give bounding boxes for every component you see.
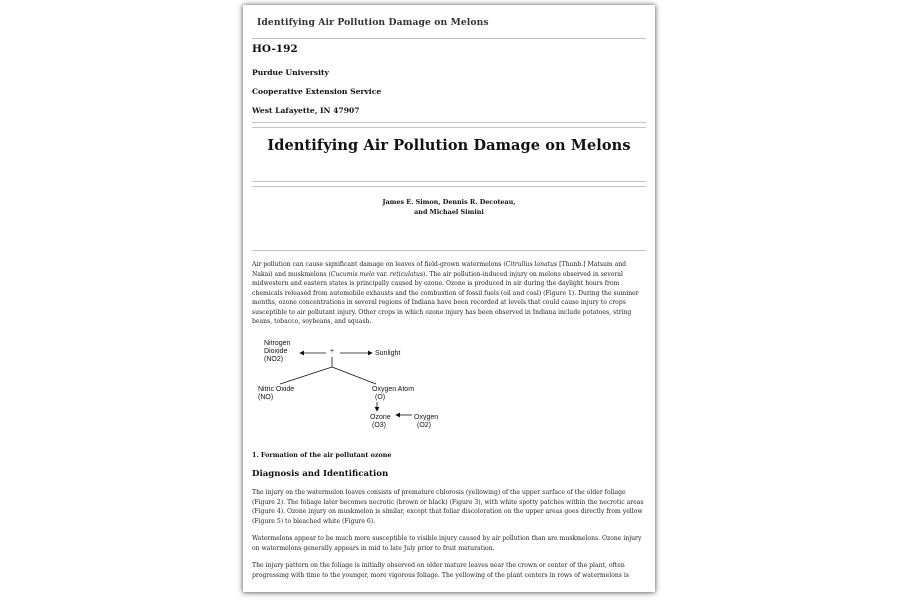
publication-code: HO-192 — [252, 43, 298, 55]
label-nitrogen-dioxide-1: Nitrogen — [264, 340, 291, 347]
divider — [252, 122, 646, 123]
address-line-university: Purdue University — [252, 68, 329, 77]
label-oxygen-atom-1: Oxygen Atom — [372, 386, 415, 393]
address-line-city: West Lafayette, IN 47907 — [252, 106, 360, 115]
figure-caption: 1. Formation of the air pollutant ozone — [252, 451, 392, 459]
label-nitric-oxide-1: Nitric Oxide — [258, 386, 295, 393]
ozone-formation-diagram — [252, 339, 472, 439]
authors-line-2: and Michael Simini — [414, 207, 484, 216]
label-ozone-2: (O3) — [372, 422, 386, 429]
intro-segment: Air pollution can cause significant damage on leaves of field-grown watermelons ( — [252, 261, 506, 268]
label-ozone-1: Ozone — [370, 414, 391, 421]
running-head: Identifying Air Pollution Damage on Melons — [257, 17, 489, 28]
intro-segment: var. — [374, 270, 390, 278]
document-title: Identifying Air Pollution Damage on Melons — [267, 137, 631, 154]
label-oxygen-atom-2: (O) — [375, 394, 386, 401]
branch-left — [280, 367, 332, 384]
label-oxygen-1: Oxygen — [414, 414, 439, 421]
label-nitrogen-dioxide-3: (NO2) — [264, 356, 284, 363]
divider — [252, 250, 646, 251]
divider — [252, 127, 646, 128]
intro-paragraph — [252, 260, 646, 327]
intro-species-watermelon: Citrullus lanatus — [505, 261, 558, 268]
intro-variety: reticulatus — [389, 270, 424, 278]
label-nitric-oxide-2: (NO) — [258, 394, 274, 401]
body-paragraph: The injury on the watermelon leaves consists of premature chlorosis (yellowing) of the upper surface of the older foliage (Figure 2). The foliage later becomes necrotic (brown or black) (Figure 3), with white spotty patches within the necrotic areas (Figure 4). Ozone injury on muskmelon is similar, except that foliar discoloration on the upper areas goes directly from yellow (Figure 5) to bleached white (Figure 6). — [252, 489, 644, 525]
label-nitrogen-dioxide-2: Dioxide — [264, 348, 288, 355]
document-page — [243, 5, 655, 592]
label-plus: + — [330, 348, 335, 355]
divider — [252, 181, 646, 182]
body-paragraph: Watermelons appear to be much more susceptible to visible injury caused by air pollution than are muskmelons. Ozone injury on watermelons generally appears in mid to late July prior to fruit maturation. — [252, 535, 642, 552]
divider — [252, 186, 646, 187]
address-line-service: Cooperative Extension Service — [252, 87, 382, 96]
body-paragraph: The injury pattern on the foliage is initially observed on older mature leaves near the crown or center of the plant, often progressing with time to the younger, more vigorous foliage. The yellowing of the plant centers in rows of watermelons is — [252, 562, 629, 579]
divider — [252, 38, 646, 39]
intro-segment: ). The air pollution-induced injury on melons observed in several midwestern and eastern states is principally caused by ozone. Ozone is produced in air during the daylight hours from chemicals released from automobile exhausts and the combustion of fossil fuels (oil and coal) (Figure 1). During the summer months, ozone concentrations in several regions of Indiana have been recorded at levels that could cause injury to crops susceptible to air pollutant injury. Other crops in which ozone injury has been observed in Indiana include potatoes, string beans, tobacco, soybeans, and squash. — [252, 270, 639, 326]
authors-line-1: James E. Simon, Dennis R. Decoteau, — [382, 198, 516, 206]
label-sunlight: Sunlight — [375, 350, 401, 357]
label-oxygen-2: (O2) — [417, 422, 431, 429]
section-heading: Diagnosis and Identification — [252, 469, 389, 479]
branch-right — [332, 367, 376, 384]
intro-segment: [Thunb.] Matsum and Nakai) and muskmelons ( — [252, 261, 627, 278]
authors — [243, 198, 655, 217]
intro-species-muskmelon: Cucumis melo — [330, 270, 375, 278]
